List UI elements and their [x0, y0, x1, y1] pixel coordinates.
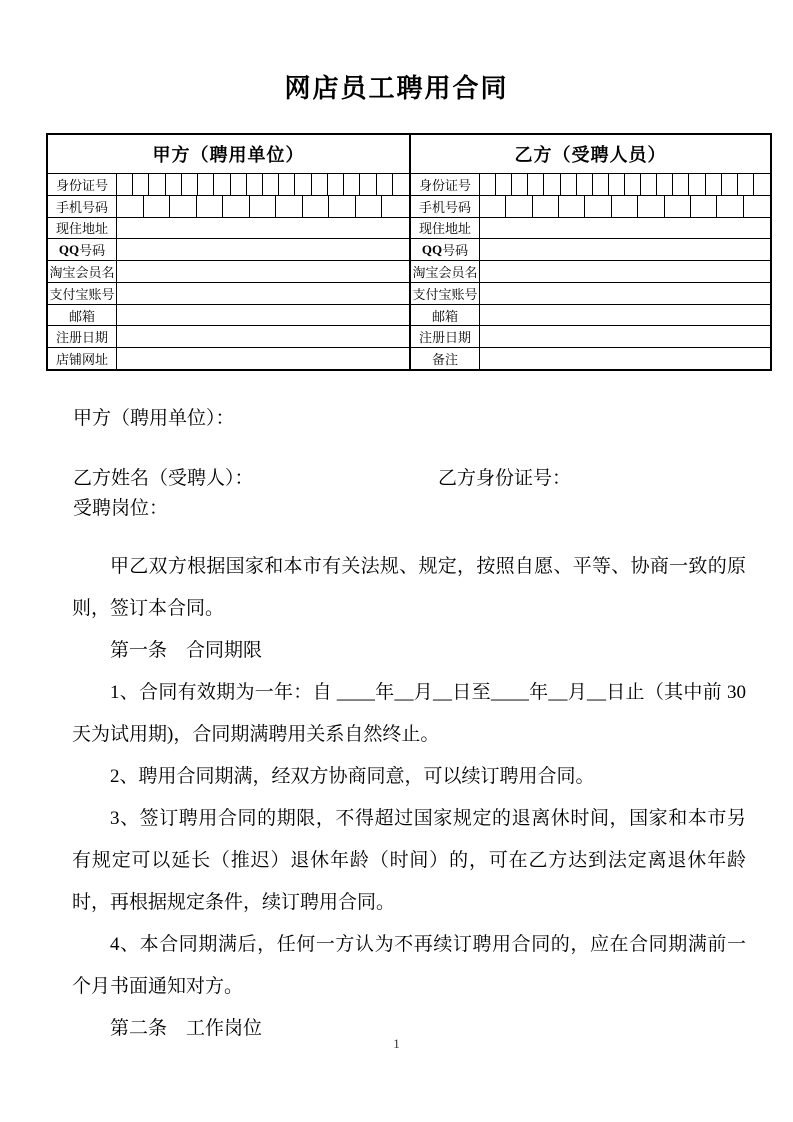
digit-box[interactable]	[144, 196, 171, 217]
digit-box[interactable]	[303, 196, 330, 217]
row-label: 淘宝会员名	[411, 260, 480, 282]
row-input-cell[interactable]	[117, 304, 409, 326]
row-input-cell[interactable]	[117, 325, 409, 347]
digit-box[interactable]	[722, 174, 738, 195]
blank-line	[73, 434, 753, 464]
digit-box[interactable]	[480, 174, 496, 195]
row-label: 手机号码	[48, 195, 117, 217]
digit-box[interactable]	[754, 174, 770, 195]
digit-box[interactable]	[377, 174, 393, 195]
row-input-cell[interactable]	[117, 347, 409, 369]
row-label: 注册日期	[48, 325, 117, 347]
digit-box[interactable]	[641, 174, 657, 195]
digit-box[interactable]	[231, 174, 247, 195]
row-label: 支付宝账号	[48, 282, 117, 304]
digit-box[interactable]	[691, 196, 717, 217]
position-label: 受聘岗位：	[73, 498, 169, 519]
digit-box[interactable]	[182, 174, 198, 195]
digit-box[interactable]	[528, 174, 544, 195]
row-input-cell[interactable]	[117, 260, 409, 282]
parties-info-table	[46, 133, 772, 371]
digit-box[interactable]	[480, 196, 506, 217]
row-label: 店铺网址	[48, 347, 117, 369]
digit-box[interactable]	[657, 174, 673, 195]
row-label: 手机号码	[411, 195, 480, 217]
digit-box[interactable]	[223, 196, 250, 217]
row-input-cell[interactable]	[480, 260, 770, 282]
digit-box[interactable]	[585, 196, 611, 217]
digit-box[interactable]	[533, 196, 559, 217]
row-label: 邮箱	[48, 304, 117, 326]
intro-paragraph: 甲乙双方根据国家和本市有关法规、规定，按照自愿、平等、协商一致的原则，签订本合同。	[72, 556, 746, 619]
row-label: QQ 号码	[48, 238, 117, 260]
digit-box[interactable]	[559, 196, 585, 217]
row-label: 支付宝账号	[411, 282, 480, 304]
row-label: 身份证号	[411, 173, 480, 195]
digit-box[interactable]	[263, 174, 279, 195]
digit-box[interactable]	[247, 174, 263, 195]
digit-box[interactable]	[689, 174, 705, 195]
section-1-heading: 第一条 合同期限	[110, 640, 263, 661]
row-input-cell[interactable]	[117, 238, 409, 260]
digit-box[interactable]	[312, 174, 328, 195]
row-input-cell[interactable]	[480, 282, 770, 304]
digit-box[interactable]	[328, 174, 344, 195]
page-number: 1	[393, 1036, 400, 1051]
row-label: 现住地址	[411, 217, 480, 239]
digit-box[interactable]	[625, 174, 641, 195]
digit-box[interactable]	[382, 196, 409, 217]
row-input-cell[interactable]	[117, 217, 409, 239]
digit-box[interactable]	[250, 196, 277, 217]
clause-3: 3、签订聘用合同的期限，不得超过国家规定的退离休时间，国家和本市另有规定可以延长（推迟）退休年龄（时间）的，可在乙方达到法定离退休年龄时，再根据规定条件，续订聘用合同。	[72, 808, 746, 913]
digit-box[interactable]	[279, 174, 295, 195]
row-input-cell[interactable]	[480, 195, 770, 217]
clause-2: 2、聘用合同期满，经双方协商同意，可以续订聘用合同。	[110, 766, 595, 787]
party-a-label: 甲方（聘用单位）：	[73, 408, 235, 429]
digit-box[interactable]	[496, 174, 512, 195]
digit-box[interactable]	[133, 174, 149, 195]
row-input-cell[interactable]	[480, 325, 770, 347]
party-b-header: 乙方（受聘人员）	[514, 145, 667, 165]
party-a-header: 甲方（聘用单位）	[152, 145, 305, 165]
row-label: QQ 号码	[411, 238, 480, 260]
digit-box[interactable]	[638, 196, 664, 217]
row-input-cell[interactable]	[117, 282, 409, 304]
party-b-id-label: 乙方身份证号：	[438, 468, 572, 489]
row-label: 注册日期	[411, 325, 480, 347]
digit-box[interactable]	[738, 174, 754, 195]
digit-box[interactable]	[360, 174, 376, 195]
digit-box[interactable]	[295, 174, 311, 195]
digit-box[interactable]	[512, 174, 528, 195]
digit-box[interactable]	[214, 174, 230, 195]
digit-box[interactable]	[117, 174, 133, 195]
party-a-section	[48, 135, 409, 369]
digit-box[interactable]	[673, 174, 689, 195]
digit-box[interactable]	[170, 196, 197, 217]
digit-box[interactable]	[117, 196, 144, 217]
row-label: 身份证号	[48, 173, 117, 195]
digit-box[interactable]	[166, 174, 182, 195]
clause-4: 4、本合同期满后，任何一方认为不再续订聘用合同的，应在合同期满前一个月书面通知对方。	[72, 934, 746, 997]
clause-1: 1、合同有效期为一年：自 ____年__月__日至____年__月__日止（其中前 30天为试用期)，合同期满聘用关系自然终止。	[72, 682, 746, 745]
digit-box[interactable]	[744, 196, 770, 217]
digit-box[interactable]	[393, 174, 409, 195]
digit-box[interactable]	[561, 174, 577, 195]
digit-box[interactable]	[706, 174, 722, 195]
digit-box[interactable]	[149, 174, 165, 195]
digit-box[interactable]	[544, 174, 560, 195]
party-b-name-label: 乙方姓名（受聘人）：	[73, 468, 254, 489]
contract-body	[72, 546, 746, 1050]
digit-boxes	[117, 174, 409, 195]
row-label: 备注	[411, 347, 480, 369]
digit-box[interactable]	[329, 196, 356, 217]
document-title: 网店员工聘用合同	[284, 74, 509, 103]
digit-boxes	[480, 174, 770, 195]
digit-boxes	[117, 196, 409, 217]
digit-box[interactable]	[198, 174, 214, 195]
digit-box[interactable]	[356, 196, 383, 217]
digit-box[interactable]	[717, 196, 743, 217]
row-label: 淘宝会员名	[48, 260, 117, 282]
row-input-cell[interactable]	[480, 347, 770, 369]
row-input-cell[interactable]	[117, 195, 409, 217]
digit-box[interactable]	[665, 196, 691, 217]
digit-box[interactable]	[276, 196, 303, 217]
digit-box[interactable]	[344, 174, 360, 195]
party-b-section	[409, 135, 770, 369]
fill-in-fields	[73, 404, 753, 524]
section-2-heading: 第二条 工作岗位	[110, 1018, 263, 1039]
row-input-cell[interactable]	[480, 304, 770, 326]
row-input-cell[interactable]	[480, 173, 770, 195]
row-input-cell[interactable]	[480, 238, 770, 260]
digit-box[interactable]	[593, 174, 609, 195]
row-label: 现住地址	[48, 217, 117, 239]
digit-box[interactable]	[577, 174, 593, 195]
digit-box[interactable]	[197, 196, 224, 217]
row-label: 邮箱	[411, 304, 480, 326]
row-input-cell[interactable]	[117, 173, 409, 195]
row-input-cell[interactable]	[480, 217, 770, 239]
digit-boxes	[480, 196, 770, 217]
digit-box[interactable]	[506, 196, 532, 217]
digit-box[interactable]	[609, 174, 625, 195]
digit-box[interactable]	[612, 196, 638, 217]
